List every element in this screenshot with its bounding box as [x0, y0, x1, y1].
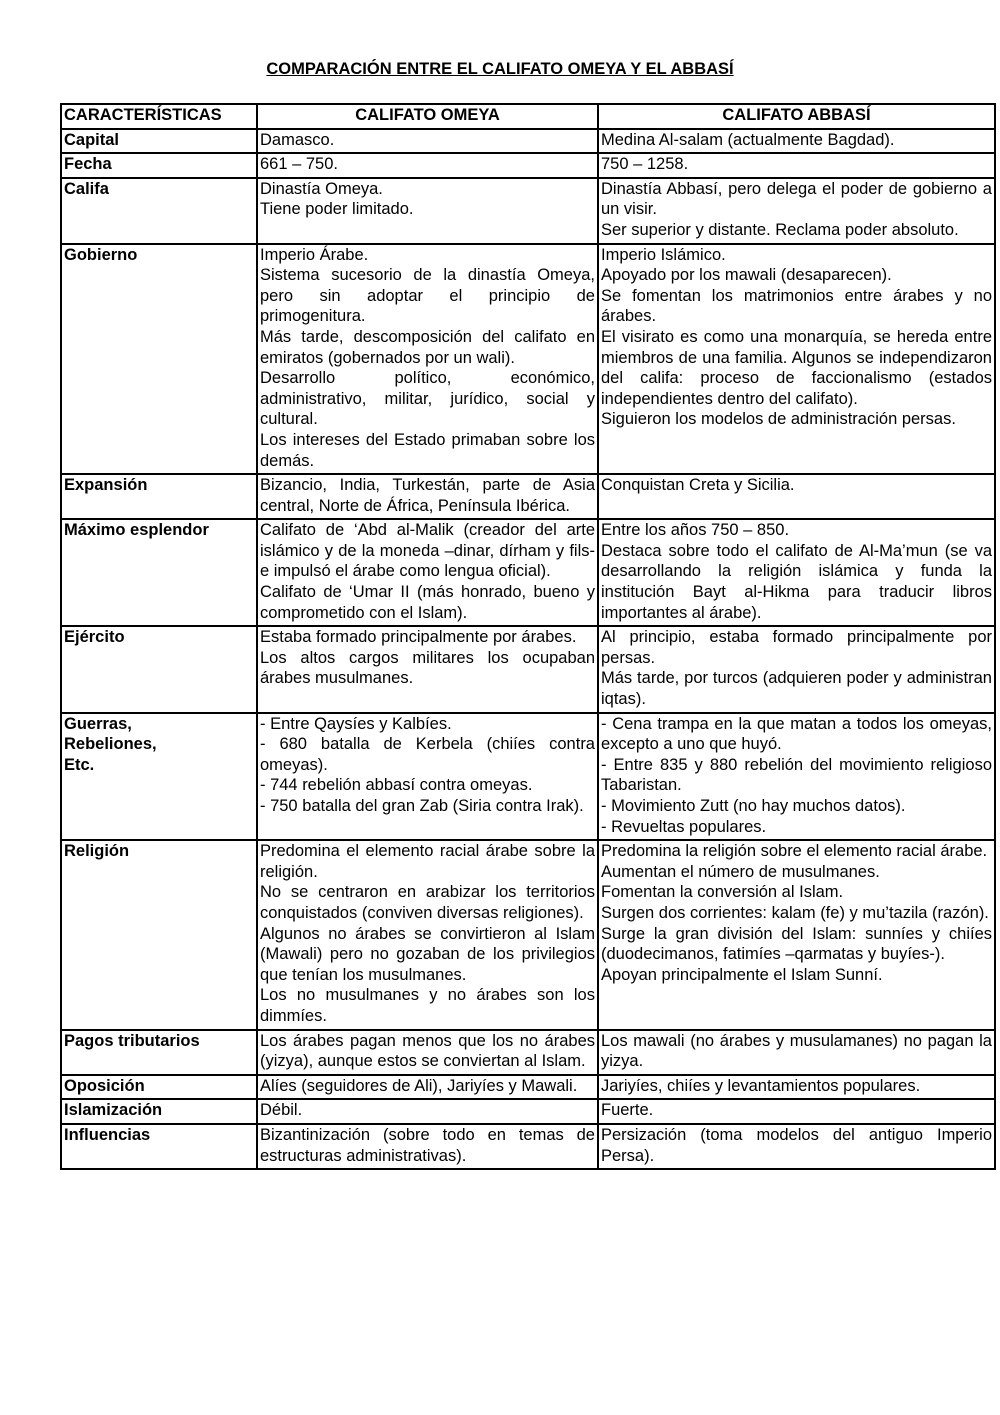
cell-paragraph: Entre los años 750 – 850.	[601, 521, 790, 540]
cell-paragraph: Predomina el elemento racial árabe sobre la religión.	[260, 842, 595, 881]
cell-omeya	[257, 1099, 598, 1124]
cell-paragraph: Califato de ‘Abd al-Malik (creador del arte islámico y de la moneda –dinar, dírham y fils- e impulsó el árabe como lengua oficial).	[260, 521, 595, 581]
cell-paragraph: Dinastía Abbasí, pero delega el poder de gobierno a un visir.	[601, 179, 992, 219]
cell-omeya	[257, 153, 598, 178]
cell-abbasi	[598, 626, 995, 712]
cell-omeya	[257, 1124, 598, 1169]
table-row	[61, 129, 995, 154]
row-label: Expansión	[61, 474, 257, 519]
cell-paragraph: Siguieron los modelos de administración persas.	[601, 410, 956, 429]
cell-paragraph: Dinastía Omeya.	[260, 179, 383, 198]
cell-omeya	[257, 474, 598, 519]
cell-paragraph: Damasco.	[260, 130, 335, 149]
table-row	[61, 713, 995, 841]
table-row	[61, 626, 995, 712]
cell-paragraph: - Entre 835 y 880 rebelión del movimiento religioso Tabaristan.	[601, 755, 992, 795]
table-row	[61, 178, 995, 244]
table-row	[61, 1030, 995, 1075]
cell-paragraph: 661 – 750.	[260, 155, 338, 174]
cell-abbasi	[598, 474, 995, 519]
cell-paragraph: Apoyado por los mawali (desaparecen).	[601, 266, 892, 285]
row-label: Gobierno	[61, 244, 257, 475]
row-label: Islamización	[61, 1099, 257, 1124]
cell-omeya	[257, 129, 598, 154]
table-row	[61, 840, 995, 1029]
cell-paragraph: Desarrollo político, económico, administrativo, militar, jurídico, social y cultural.	[260, 369, 595, 429]
table-row	[61, 153, 995, 178]
cell-abbasi	[598, 129, 995, 154]
cell-paragraph: Más tarde, descomposición del califato en emiratos (gobernados por un wali).	[260, 327, 595, 367]
row-label: Califa	[61, 178, 257, 244]
cell-paragraph: Bizancio, India, Turkestán, parte de Asia central, Norte de África, Península Ibérica.	[260, 476, 595, 515]
cell-abbasi	[598, 1099, 995, 1124]
row-label: Capital	[61, 129, 257, 154]
cell-abbasi	[598, 713, 995, 841]
row-label: Fecha	[61, 153, 257, 178]
cell-paragraph: Califato de ‘Umar II (más honrado, bueno y comprometido con el Islam).	[260, 583, 595, 622]
table-row	[61, 474, 995, 519]
cell-omeya	[257, 626, 598, 712]
cell-abbasi	[598, 178, 995, 244]
header-row	[61, 104, 995, 129]
row-label: Oposición	[61, 1075, 257, 1100]
comparison-table	[60, 103, 996, 1170]
header-califato-omeya: CALIFATO OMEYA	[257, 104, 598, 129]
cell-paragraph: No se centraron en arabizar los territorios conquistados (conviven diversas religiones).	[260, 883, 595, 922]
cell-abbasi	[598, 244, 995, 475]
cell-abbasi	[598, 153, 995, 178]
cell-paragraph: Predomina la religión sobre el elemento racial árabe.	[601, 842, 988, 861]
row-label: Pagos tributarios	[61, 1030, 257, 1075]
row-label: Influencias	[61, 1124, 257, 1169]
cell-paragraph: Ser superior y distante. Reclama poder absoluto.	[601, 220, 959, 239]
cell-omeya	[257, 713, 598, 841]
cell-paragraph: - 750 batalla del gran Zab (Siria contra Irak).	[260, 797, 584, 815]
cell-paragraph: Destaca sobre todo el califato de Al-Ma’mun (se va desarrollando la religión islámica y funda la institución Bayt al-Hikma para traducir libros importantes al árabe).	[601, 541, 992, 622]
cell-paragraph: - Entre Qaysíes y Kalbíes.	[260, 714, 452, 733]
cell-paragraph: Débil.	[260, 1101, 303, 1120]
cell-paragraph: Bizantinización (sobre todo en temas de estructuras administrativas).	[260, 1125, 595, 1165]
cell-paragraph: Algunos no árabes se convirtieron al Islam (Mawali) pero no gozaban de los privilegios que tenían los musulmanes.	[260, 924, 595, 984]
cell-paragraph: Más tarde, por turcos (adquieren poder y administran iqtas).	[601, 669, 992, 709]
cell-paragraph: Los intereses del Estado primaban sobre los demás.	[260, 430, 595, 470]
cell-paragraph: Conquistan Creta y Sicilia.	[601, 476, 795, 495]
cell-paragraph: El visirato es como una monarquía, se hereda entre miembros de una familia. Algunos se independizaron del califa: proceso de faccionalismo (estados independientes dentro del califato).	[601, 327, 992, 408]
cell-omeya	[257, 840, 598, 1029]
cell-paragraph: - Cena trampa en la que matan a todos los omeyas, excepto a uno que huyó.	[601, 714, 992, 754]
page-title: COMPARACIÓN ENTRE EL CALIFATO OMEYA Y EL ABBASÍ	[266, 60, 734, 78]
table-body	[61, 129, 995, 1170]
cell-paragraph: Imperio Árabe.	[260, 245, 369, 264]
row-label: Máximo esplendor	[61, 519, 257, 626]
cell-paragraph: Jariyíes, chiíes y levantamientos populares.	[601, 1076, 921, 1095]
cell-paragraph: Surge la gran división del Islam: sunníes y chiíes (duodecimanos, fatimíes –qarmatas y buyíes-).	[601, 924, 992, 964]
header-caracteristicas: CARACTERÍSTICAS	[61, 104, 257, 129]
cell-abbasi	[598, 1030, 995, 1075]
cell-paragraph: Fuerte.	[601, 1101, 654, 1120]
table-row	[61, 244, 995, 475]
cell-paragraph: Los mawali (no árabes y musulamanes) no pagan la yizya.	[601, 1031, 992, 1071]
row-label: Guerras, Rebeliones, Etc.	[61, 713, 257, 841]
cell-paragraph: - 744 rebelión abbasí contra omeyas.	[260, 776, 533, 795]
cell-paragraph: Tiene poder limitado.	[260, 200, 414, 219]
table-row	[61, 1075, 995, 1100]
cell-omeya	[257, 1030, 598, 1075]
cell-paragraph: Se fomentan los matrimonios entre árabes y no árabes.	[601, 286, 992, 326]
cell-paragraph: Persización (toma modelos del antiguo Imperio Persa).	[601, 1125, 992, 1165]
cell-paragraph: Estaba formado principalmente por árabes.	[260, 628, 577, 647]
cell-paragraph: Fomentan la conversión al Islam.	[601, 883, 844, 902]
table-row	[61, 519, 995, 626]
cell-paragraph: Imperio Islámico.	[601, 245, 726, 264]
cell-paragraph: Sistema sucesorio de la dinastía Omeya, pero sin adoptar el principio de primogenitura.	[260, 266, 595, 326]
cell-abbasi	[598, 1075, 995, 1100]
cell-omeya	[257, 178, 598, 244]
cell-paragraph: Los árabes pagan menos que los no árabes (yizya), aunque estos se conviertan al Islam.	[260, 1031, 595, 1071]
cell-paragraph: - 680 batalla de Kerbela (chiíes contra omeyas).	[260, 735, 595, 774]
cell-paragraph: - Movimiento Zutt (no hay muchos datos).	[601, 797, 906, 815]
cell-paragraph: Apoyan principalmente el Islam Sunní.	[601, 965, 883, 984]
cell-paragraph: Aumentan el número de musulmanes.	[601, 862, 880, 881]
cell-paragraph: Surgen dos corrientes: kalam (fe) y mu’tazila (razón).	[601, 903, 989, 922]
row-label: Religión	[61, 840, 257, 1029]
cell-paragraph: - Revueltas populares.	[601, 817, 767, 836]
cell-abbasi	[598, 840, 995, 1029]
cell-omeya	[257, 1075, 598, 1100]
cell-paragraph: Al principio, estaba formado principalmente por persas.	[601, 628, 992, 667]
cell-abbasi	[598, 519, 995, 626]
row-label: Ejército	[61, 626, 257, 712]
cell-paragraph: Alíes (seguidores de Ali), Jariyíes y Mawali.	[260, 1076, 578, 1095]
header-califato-abbasi: CALIFATO ABBASÍ	[598, 104, 995, 129]
cell-paragraph: 750 – 1258.	[601, 155, 689, 174]
table-row	[61, 1099, 995, 1124]
cell-omeya	[257, 519, 598, 626]
cell-omeya	[257, 244, 598, 475]
table-row	[61, 1124, 995, 1169]
cell-paragraph: Los no musulmanes y no árabes son los dimmíes.	[260, 986, 595, 1025]
cell-paragraph: Los altos cargos militares los ocupaban árabes musulmanes.	[260, 648, 595, 688]
cell-abbasi	[598, 1124, 995, 1169]
cell-paragraph: Medina Al-salam (actualmente Bagdad).	[601, 130, 895, 149]
